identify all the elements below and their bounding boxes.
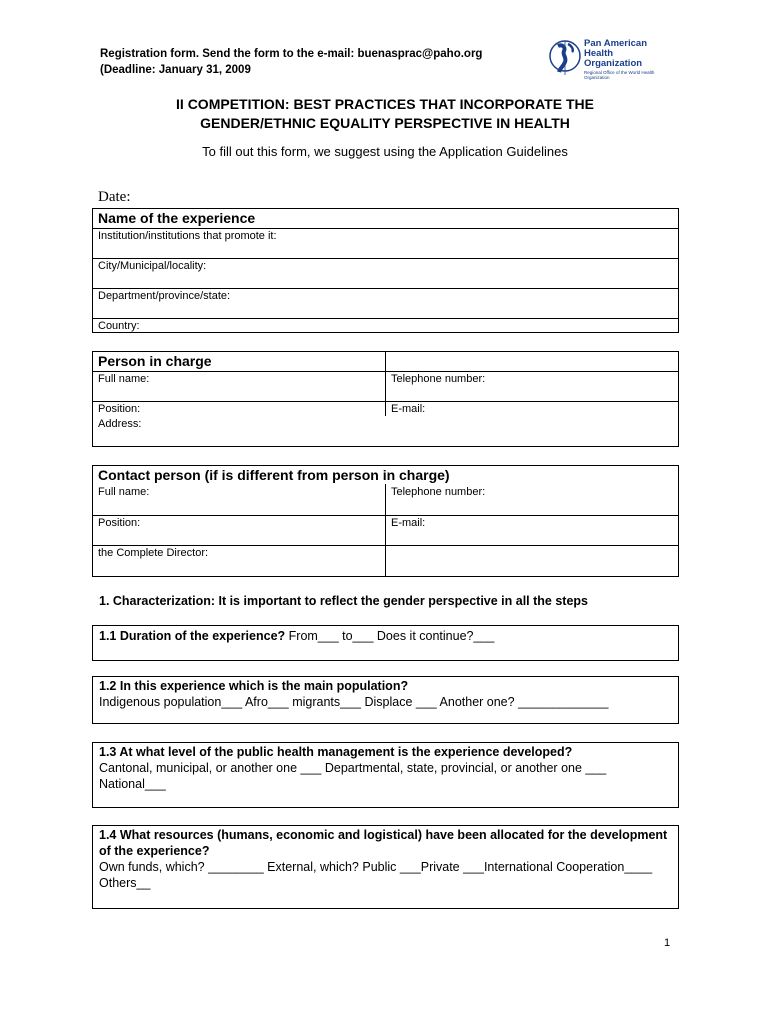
department-field[interactable]: Department/province/state: <box>98 290 231 302</box>
contact-person-title: Contact person (if is different from person in charge) <box>98 467 450 483</box>
question-1-4-label: 1.4 What resources (humans, economic and logistical) have been allocated for the development of the experience? <box>99 828 668 858</box>
globe-icon <box>548 38 582 78</box>
person-full-name-field[interactable]: Full name: <box>98 373 150 385</box>
title-line-2: GENDER/ETHNIC EQUALITY PERSPECTIVE IN HEALTH <box>200 115 570 131</box>
contact-email-field[interactable]: E-mail: <box>391 517 426 529</box>
institution-field[interactable]: Institution/institutions that promote it: <box>98 230 277 242</box>
question-1-2-label: 1.2 In this experience which is the main population? <box>99 679 409 693</box>
contact-person-box <box>92 465 679 577</box>
question-1-4-box[interactable] <box>92 825 679 909</box>
experience-box <box>92 208 679 333</box>
country-field[interactable]: Country: <box>98 320 140 332</box>
question-1-2-box[interactable] <box>92 676 679 724</box>
question-1-1-options: From___ to___ Does it continue?___ <box>285 629 495 643</box>
header-email-line: Registration form. Send the form to the e-mail: buenasprac@paho.org <box>100 48 483 60</box>
experience-title: Name of the experience <box>98 210 256 226</box>
header-deadline-line: (Deadline: January 31, 2009 <box>100 64 251 76</box>
page-number: 1 <box>664 937 671 949</box>
question-1-1-box[interactable] <box>92 625 679 661</box>
contact-position-field[interactable]: Position: <box>98 517 141 529</box>
question-1-3-box[interactable] <box>92 742 679 808</box>
question-1-2-options: Indigenous population___ Afro___ migrants___ Displace ___ Another one? _____________ <box>99 695 609 709</box>
subtitle: To fill out this form, we suggest using the Application Guidelines <box>202 144 568 159</box>
contact-full-name-field[interactable]: Full name: <box>98 486 150 498</box>
person-position-field[interactable]: Position: <box>98 403 141 415</box>
contact-director-field[interactable]: the Complete Director: <box>98 547 209 559</box>
question-1-1-label: 1.1 Duration of the experience? <box>99 629 286 643</box>
person-in-charge-title: Person in charge <box>98 353 212 369</box>
paho-logo <box>548 38 658 82</box>
person-email-field[interactable]: E-mail: <box>391 403 426 415</box>
person-in-charge-box <box>92 351 679 447</box>
question-1-4-options: Own funds, which? ________ External, which? Public ___Private ___International Cooperation____ Others__ <box>99 860 653 890</box>
characterization-heading: 1. Characterization: It is important to reflect the gender perspective in all the steps <box>99 594 589 608</box>
date-label: Date: <box>98 189 131 205</box>
person-telephone-field[interactable]: Telephone number: <box>391 373 486 385</box>
person-address-field[interactable]: Address: <box>98 418 142 430</box>
question-1-3-label: 1.3 At what level of the public health management is the experience developed? <box>99 745 573 759</box>
title-line-1: II COMPETITION: BEST PRACTICES THAT INCORPORATE THE <box>176 96 594 112</box>
contact-telephone-field[interactable]: Telephone number: <box>391 486 486 498</box>
question-1-3-options: Cantonal, municipal, or another one ___ Departmental, state, provincial, or another one ___ National___ <box>99 761 607 791</box>
city-field[interactable]: City/Municipal/locality: <box>98 260 207 272</box>
logo-subtitle: Regional Office of the World Health Organization <box>584 70 655 80</box>
logo-wordmark: Pan American Health Organization <box>584 38 648 69</box>
